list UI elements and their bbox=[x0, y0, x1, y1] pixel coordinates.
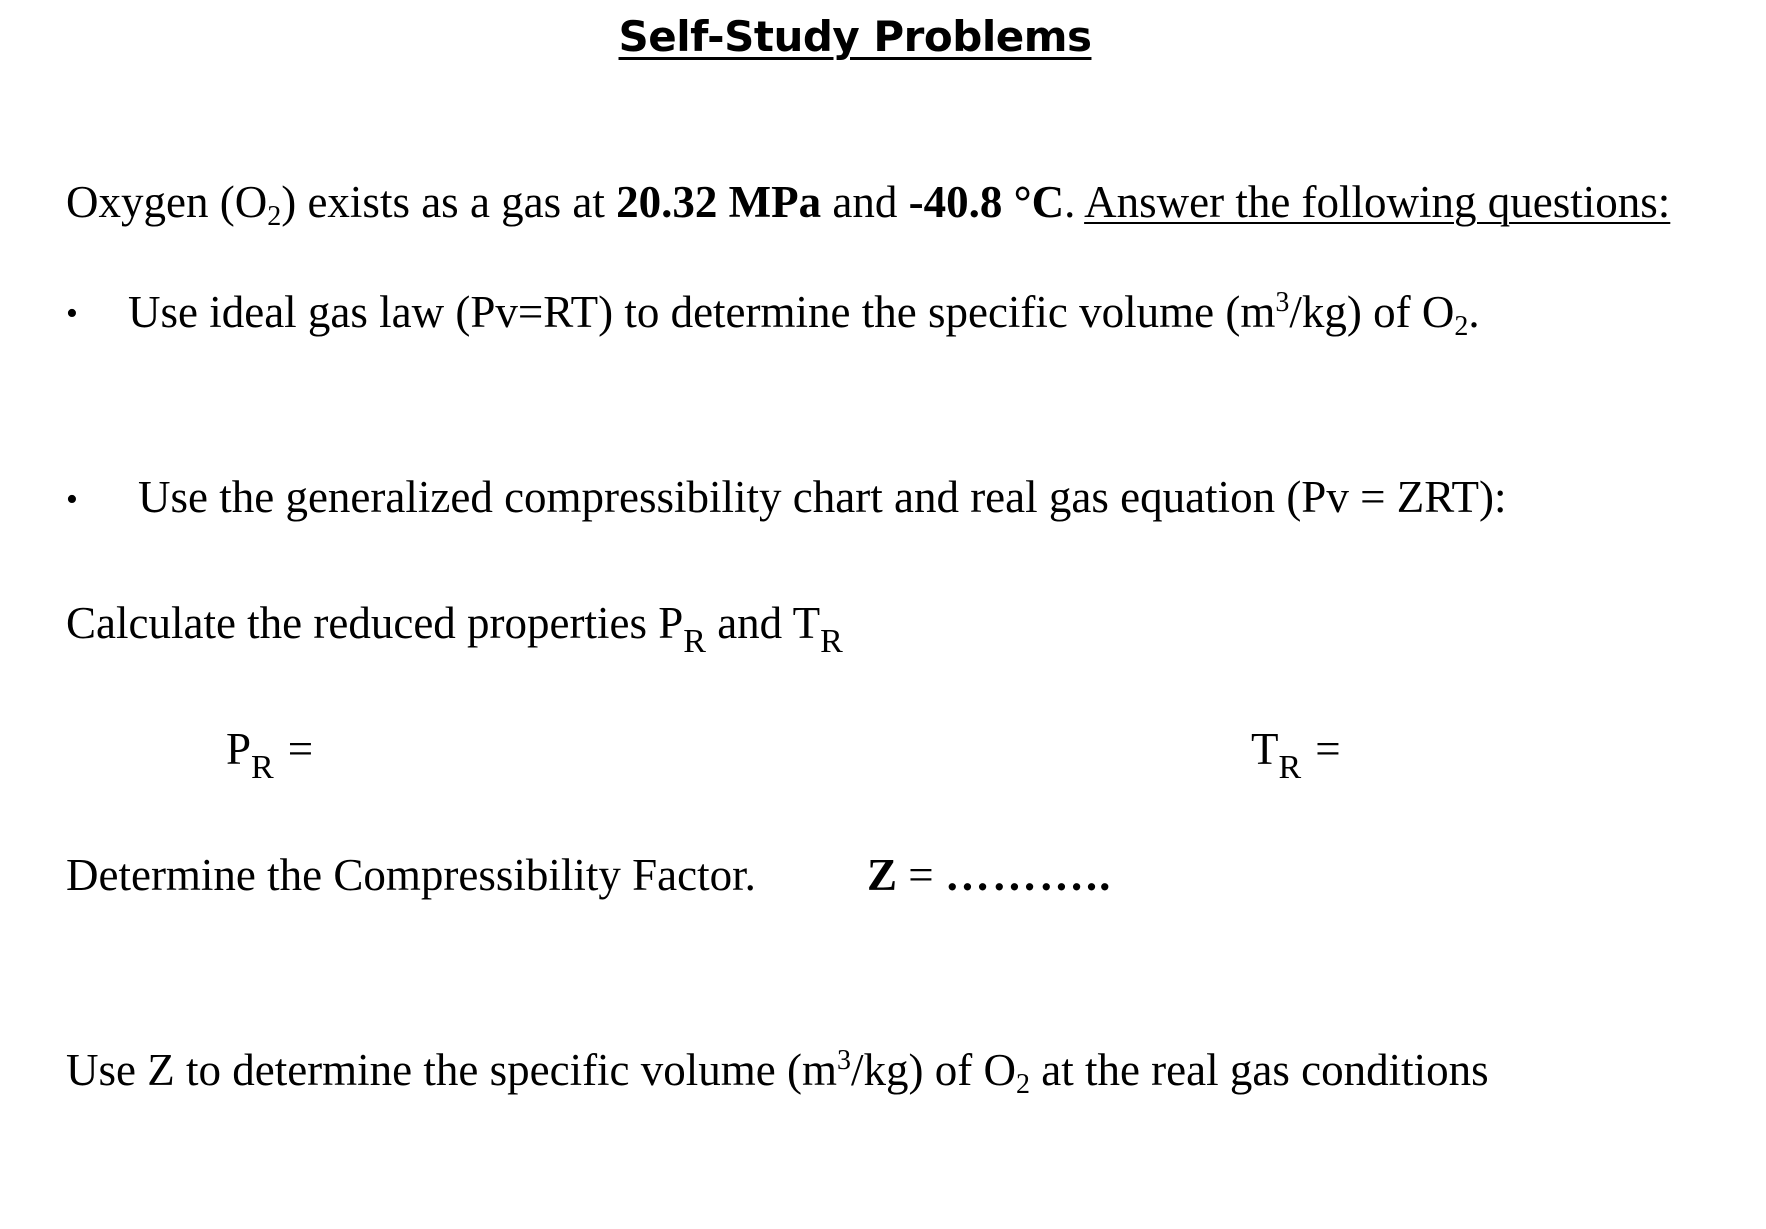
pressure-value: 20.32 MPa bbox=[616, 177, 822, 227]
problem-statement: Oxygen $(O_2)$ exists as a gas at 20.32 MPa and -40.8 °C. Answer the following questions: bbox=[66, 177, 1671, 232]
question-real-gas: Use the generalized compressibility chart and real gas equation (Pv = ZRT): bbox=[138, 472, 1507, 522]
question-ideal-gas: Use ideal gas law (Pv=RT) to determine the specific volume $(m^3/kg)$ of $O_2$. bbox=[128, 287, 1480, 342]
page-title: Self-Study Problems bbox=[618, 12, 1092, 61]
pr-equation: $P_R$ = bbox=[226, 724, 314, 786]
final-question: Use Z to determine the specific volume $(m^3/kg)$ of $O_2$ at the real gas conditions bbox=[66, 1045, 1489, 1100]
reduced-properties-text: Calculate the reduced properties $P_R$ and $T_R$ bbox=[66, 598, 843, 660]
bullet-marker: • bbox=[66, 481, 78, 518]
instruction-text: Answer the following questions: bbox=[1084, 177, 1671, 227]
temperature-value: -40.8 °C bbox=[908, 177, 1065, 227]
bullet-marker: • bbox=[66, 295, 78, 332]
answer-blank: ……….. bbox=[944, 850, 1113, 900]
compressibility-label: Determine the Compressibility Factor. bbox=[66, 850, 756, 900]
z-equation: Z = ……….. bbox=[867, 850, 1113, 900]
tr-equation: $T_R$ = bbox=[1251, 724, 1341, 786]
